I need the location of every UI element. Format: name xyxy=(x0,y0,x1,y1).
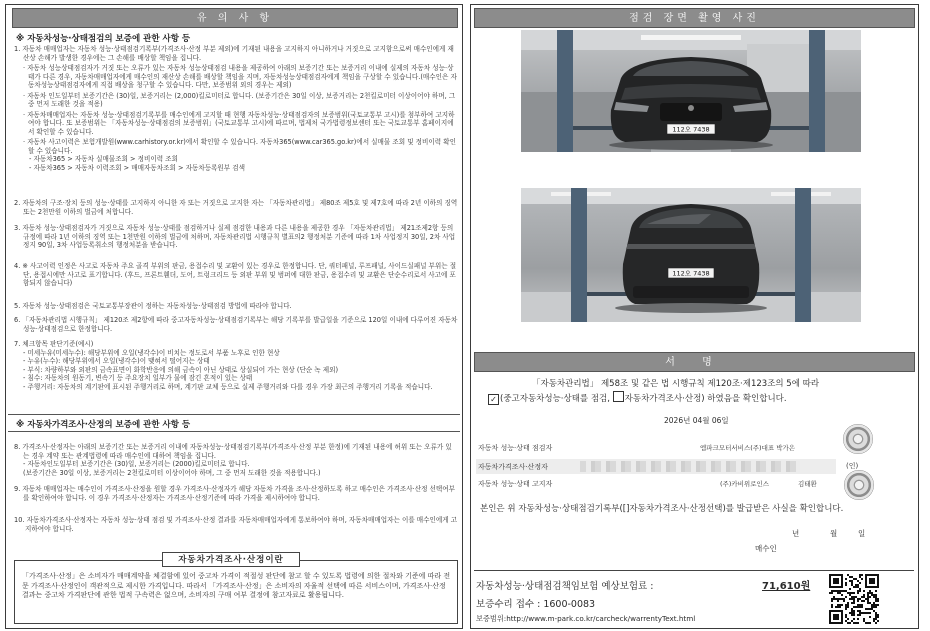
buyer-label: 매수인 xyxy=(755,544,777,553)
rear-plate-text: 112오 7438 xyxy=(672,269,710,278)
section1-heading: ※ 자동차성능·상태점검의 보증에 관한 사항 등 xyxy=(16,34,191,44)
car-rear-image xyxy=(521,188,861,322)
qr-module xyxy=(857,618,859,620)
receipt-month-label: 월 xyxy=(830,529,838,538)
notice-item-2-text: 2. 자동차의 구조·장치 등의 성능·상태를 고지하지 아니한 자 또는 거짓으로 고지한 자는 「자동차관리법」 제80조 제5호 및 제7호에 따라 2년 이하의 징역 또는 2천만원 이하의 벌금에 처합니다. xyxy=(14,199,458,216)
qr-module xyxy=(847,606,849,608)
notifier-name: 김태환 xyxy=(798,480,817,488)
front-plate-text: 112오 7438 xyxy=(672,125,710,134)
qr-module xyxy=(859,614,861,616)
qr-module xyxy=(877,616,879,618)
criteria-item: - 주행거리: 자동차의 계기판에 표시된 주행거리로 하며, 계기판 교체 등으로 실제 주행거리와 다를 경우 가장 최근의 주행거리 기록을 적습니다. xyxy=(23,382,433,391)
appraiser-label: 자동차가격조사·산정자 xyxy=(478,463,548,471)
qr-module xyxy=(875,590,877,592)
notice-item-8-text: 8. 가격조사·산정자는 아래의 보증기간 또는 보증거리 이내에 자동차성능·상태점검기록부(가격조사·산정 부분 한정)에 기재된 내용에 허위 또는 오류가 있는 경우 계약 또는 관계법령에 따라 매수인에 대하여 책임을 집니다. xyxy=(14,443,452,460)
appraiser-seal-mark: (인) xyxy=(846,462,859,470)
qr-module xyxy=(863,590,865,592)
qr-module xyxy=(831,600,833,602)
qr-module xyxy=(857,600,859,602)
qr-module xyxy=(877,600,879,602)
receipt-confirmation: 본인은 위 자동차성능·상태점검기록부([]자동차가격조사·산정선택)를 발급받은 사실을 확인합니다. xyxy=(480,504,844,514)
warranty-url-line: 보증범위:http://www.m-park.co.kr/carcheck/warrentyText.html xyxy=(476,614,696,623)
notice-item-5-text: 5. 자동차 성능·상태점검은 국토교통부장관이 정하는 자동차성능·상태점검 방법에 따라야 합니다. xyxy=(14,302,292,310)
criteria-item: - 미세누유(미세누수): 해당부위에 오일(냉각수)이 비치는 정도로서 부품 노후로 인한 현상 xyxy=(23,348,280,357)
qr-module xyxy=(861,606,863,608)
qr-module xyxy=(857,592,859,594)
qr-module xyxy=(853,592,855,594)
qr-module xyxy=(841,622,843,624)
price-appraisal-text: 「가격조사·산정」은 소비자가 매매계약을 체결함에 있어 중고차 가격이 적절성 판단에 참고 할 수 있도록 법령에 의한 절차와 기준에 따라 전문 가격조사·산정인이 객관적으로 제시한 가격입니다. 따라서 「가격조사·산정」은 소비자의 자율적 선택에 따른 서비스이며, 가격조사·산정 결과는 중고차 가격판단에 관한 법적 구속력은 없으며, 소비자의 구매 여부 결정에 참고자료로 활용됩니다. xyxy=(22,572,451,599)
car-front-image xyxy=(521,30,861,152)
notifier-company: (주)카비위로인스 xyxy=(720,480,770,488)
criteria-item: - 부식: 차량하부와 외판의 금속표면이 화학반응에 의해 금속이 아닌 상태로 상실되어 가는 현상 (단순 녹 제외) xyxy=(23,365,339,374)
qr-module xyxy=(863,600,865,602)
qr-module xyxy=(861,574,863,576)
notice-title-bar: 유 의 사 항 xyxy=(12,8,458,28)
qr-module xyxy=(849,622,851,624)
notice-item-3 xyxy=(14,224,458,260)
qr-module xyxy=(837,600,839,602)
issue-date: 2026년 04월 06일 xyxy=(664,416,729,425)
qr-module xyxy=(877,620,879,622)
qr-module xyxy=(837,618,839,620)
photo-title-bar: 점검 장면 촬영 사진 xyxy=(474,8,915,28)
notice-item-10 xyxy=(14,516,458,546)
qr-module xyxy=(847,618,849,620)
qr-module xyxy=(845,584,847,586)
qr-module xyxy=(845,578,847,580)
statute-line: 「자동차관리법」 제58조 및 같은 법 시행규칙 제120조·제123조의 5에 따라 xyxy=(532,379,820,389)
qr-module xyxy=(849,588,851,590)
notifier-seal-stamp xyxy=(844,470,874,500)
notice-item-8 xyxy=(14,443,458,483)
qr-module xyxy=(859,582,861,584)
price-appraisal-title: 자동차가격조사·산정이란 xyxy=(162,552,300,567)
receipt-day-label: 일 xyxy=(858,529,866,538)
notice-item-4-text: 4. ※ 사고이력 인정은 사고로 자동차 주요 골격 부위의 판금, 용접수리 및 교환이 있는 경우로 한정합니다. 단, 쿼터패널, 루프패널, 사이드실패널 부위는 절단, 용접시에만 사고로 표기합니다. (후드, 프론트휀더, 도어, 트렁크리드 등 외판 부위 및 범퍼에 대한 판금, 용접수리 및 교환은 단순수리로서 사고에 포함되지 않습니다) xyxy=(14,262,457,287)
appraiser-redacted-value xyxy=(580,461,800,472)
qr-module xyxy=(877,586,879,588)
notice-item-8-sub: - 자동차인도일부터 보증기간은 (30)일, 보증거리는 (2000)킬로미터로 합니다. xyxy=(23,460,250,468)
qr-module xyxy=(843,600,845,602)
notice-item-6 xyxy=(14,316,458,336)
confirm-text-1: (중고자동차성능·상태를 점검, xyxy=(500,394,610,404)
price-checkbox xyxy=(613,391,624,402)
inspector-seal-stamp xyxy=(843,424,873,454)
inspector-label: 자동차 성능·상태 점검자 xyxy=(478,444,553,452)
qr-module xyxy=(869,616,871,618)
inspection-photo-rear xyxy=(521,188,861,322)
notice-item-5 xyxy=(14,302,458,313)
notice-item-1-sub: - 자동차365 > 자동차 실매물조회 > 정비이력 조회 xyxy=(29,155,178,163)
qr-module xyxy=(869,596,871,598)
qr-module xyxy=(861,578,863,580)
inspector-value: 엠파크모터서비스(주)대표 박가은 xyxy=(700,444,796,452)
qr-module xyxy=(853,602,855,604)
notice-item-7 xyxy=(14,340,458,414)
insurance-label: 자동차성능·상태점검책임보험 예상보험료 : xyxy=(476,581,654,592)
notice-item-9-text: 9. 자동차 매매업자는 매수인이 가격조사·산정을 원할 경우 가격조사·산정자가 해당 자동차 가격을 조사·산정하도록 하고 매수인은 가격조사·산정 선택여부를 확인하여야 합니다. 이 경우 가격조사·산정자는 가격조사·산정기준에 따라 가격을 제시하여야 합니다. xyxy=(14,485,456,502)
insurance-amount: 71,610원 xyxy=(762,581,811,592)
footer-rule xyxy=(474,570,914,571)
qr-module xyxy=(873,582,875,584)
notifier-label: 자동차 성능·상태 고지자 xyxy=(478,480,553,488)
criteria-item: - 침수: 자동차의 원동기, 변속기 등 주요장치 일부가 물에 잠긴 흔적이 있는 상태 xyxy=(23,374,253,382)
section2-heading: ※ 자동차가격조사·산정의 보증에 관한 사항 등 xyxy=(16,420,191,430)
notice-item-4 xyxy=(14,262,458,300)
signature-title-bar: 서 명 xyxy=(474,352,915,372)
qr-module xyxy=(869,622,871,624)
qr-module xyxy=(853,614,855,616)
qr-module xyxy=(839,606,841,608)
qr-module xyxy=(831,592,833,594)
notice-item-6-text: 6. 「자동차관리법 시행규칙」 제120조 제2항에 따라 중고자동차성능·상태점검기록부는 해당 기록부를 발급일을 기준으로 120일 이내에 다루어진 자동차 성능·상태점검으로 한정합니다. xyxy=(14,316,458,333)
notice-item-9 xyxy=(14,485,458,513)
inspection-photo-front xyxy=(521,30,861,152)
qr-module xyxy=(875,622,877,624)
qr-module xyxy=(859,590,861,592)
qr-code xyxy=(828,573,880,625)
warranty-repair-line: 보증수리 접수 : 1600-0083 xyxy=(476,599,596,610)
notice-item-1-sub: · 자동차 성능상태점검자가 거짓 또는 오류가 있는 자동차 성능상태점검 내용을 제공하여 아래의 보증기간 또는 보증거리 이내에 실제의 자동차 성능·상태가 다른 경우, 자동차매매업자에게 매수인의 재산상 손해를 배상할 책임을 지며, 자동차성능상태점검자에게 책임을 구상할 수 있습니다.(매수인은 자동차성능상태점검자에게 직접 배상을 청구할 수 있습니다. 다만, 보증범위 외의 경우는 제외) xyxy=(23,64,457,89)
qr-module xyxy=(845,596,847,598)
criteria-item: - 누유(누수): 해당부위에서 오일(냉각수)이 맺혀서 떨어지는 상태 xyxy=(23,357,210,365)
qr-module xyxy=(841,594,843,596)
notice-item-1 xyxy=(14,45,458,195)
notice-item-3-text: 3. 자동차 성능·상태점검자가 거짓으로 자동차 성능·상태를 점검하거나 실제 점검한 내용과 다른 내용을 제공한 경우 「자동차관리법」 제21조제2항 등의 규정에 따라 1년 이하의 징역 또는 1천만원 이하의 벌금에 처하며, 자동차관리법 시행규칙 별표의2 행정처분 기준에 따라 1차 사업정지 30일, 2차 사업정지 90일, 3차 사업등록취소의 행정처분을 받습니다. xyxy=(14,224,456,249)
qr-module xyxy=(869,612,871,614)
confirm-text-2: 자동차가격조사·산정) 하였음을 확인합니다. xyxy=(624,394,787,404)
qr-module xyxy=(837,582,839,584)
qr-module xyxy=(831,606,833,608)
notice-item-10-text: 10. 자동차가격조사·산정자는 자동차 성능·상태 점검 및 가격조사·산정 결과를 자동차매매업자에게 통보하여야 하며, 자동차매매업자는 이를 매수인에게 고지하여야 합니다. xyxy=(14,516,458,533)
qr-module xyxy=(875,606,877,608)
notice-item-7-text: 7. 체크항목 판단기준(예시) xyxy=(14,340,94,348)
notice-item-2 xyxy=(14,199,458,219)
confirm-line xyxy=(488,391,787,405)
qr-module xyxy=(877,604,879,606)
qr-module xyxy=(841,586,843,588)
receipt-year-label: 년 xyxy=(792,529,800,538)
notice-item-1-sub: · 자동차 사고이력은 보험개발원(www.carhistory.or.kr)에서 확인할 수 있습니다. 자동차365(www.car365.go.kr)에서 실매물 조회 및 정비이력 확인할 수 있습니다. xyxy=(23,138,456,155)
notice-item-8-sub: (보증기간은 30일 이상, 보증거리는 2천킬로미터 이상이어야 하며, 그 중 먼저 도래한 것을 적용합니다.) xyxy=(23,468,321,477)
qr-module xyxy=(841,604,843,606)
notice-item-1-text: 1. 자동차 매매업자는 자동차 성능·상태점검기록부(가격조사·산정 부분 제외)에 기재된 내용을 고지하지 아니하거나 거짓으로 고지함으로써 매수인에게 재산상 손해가 발생한 경우에는 그 손해를 배상할 책임을 집니다. xyxy=(14,45,454,62)
notice-item-1-sub: · 자동차 인도일부터 보증기간은 (30)일, 보증거리는 (2,000)킬로미터로 합니다. (보증기간은 30일 이상, 보증거리는 2천킬로미터 이상이어야 하며, 그 중 먼저 도래한 것을 적용) xyxy=(23,91,456,108)
qr-module xyxy=(853,618,855,620)
notice-item-1-sub: - 자동차365 > 자동차 이력조회 > 매매자동차조회 > 자동차등록원부 검색 xyxy=(29,163,246,172)
performance-checkbox: ✓ xyxy=(488,394,499,405)
notice-item-1-sub: · 자동차매매업자는 자동차 성능·상태점검기록부를 매수인에게 고지할 때 현행 자동차성능·상태점검자의 보증범위(국토교통부 고시)를 첨부하여 고지하여야 합니다. 또 보증범위는 「자동차성능·상태점검의 보증범위」(국토교통부 고시)에 따르며, 법제처 국가법령정보센터 또는 국토교통부 홈페이지에서 확인할 수 있습니다. xyxy=(23,110,455,136)
qr-module xyxy=(857,622,859,624)
qr-module xyxy=(845,608,847,610)
